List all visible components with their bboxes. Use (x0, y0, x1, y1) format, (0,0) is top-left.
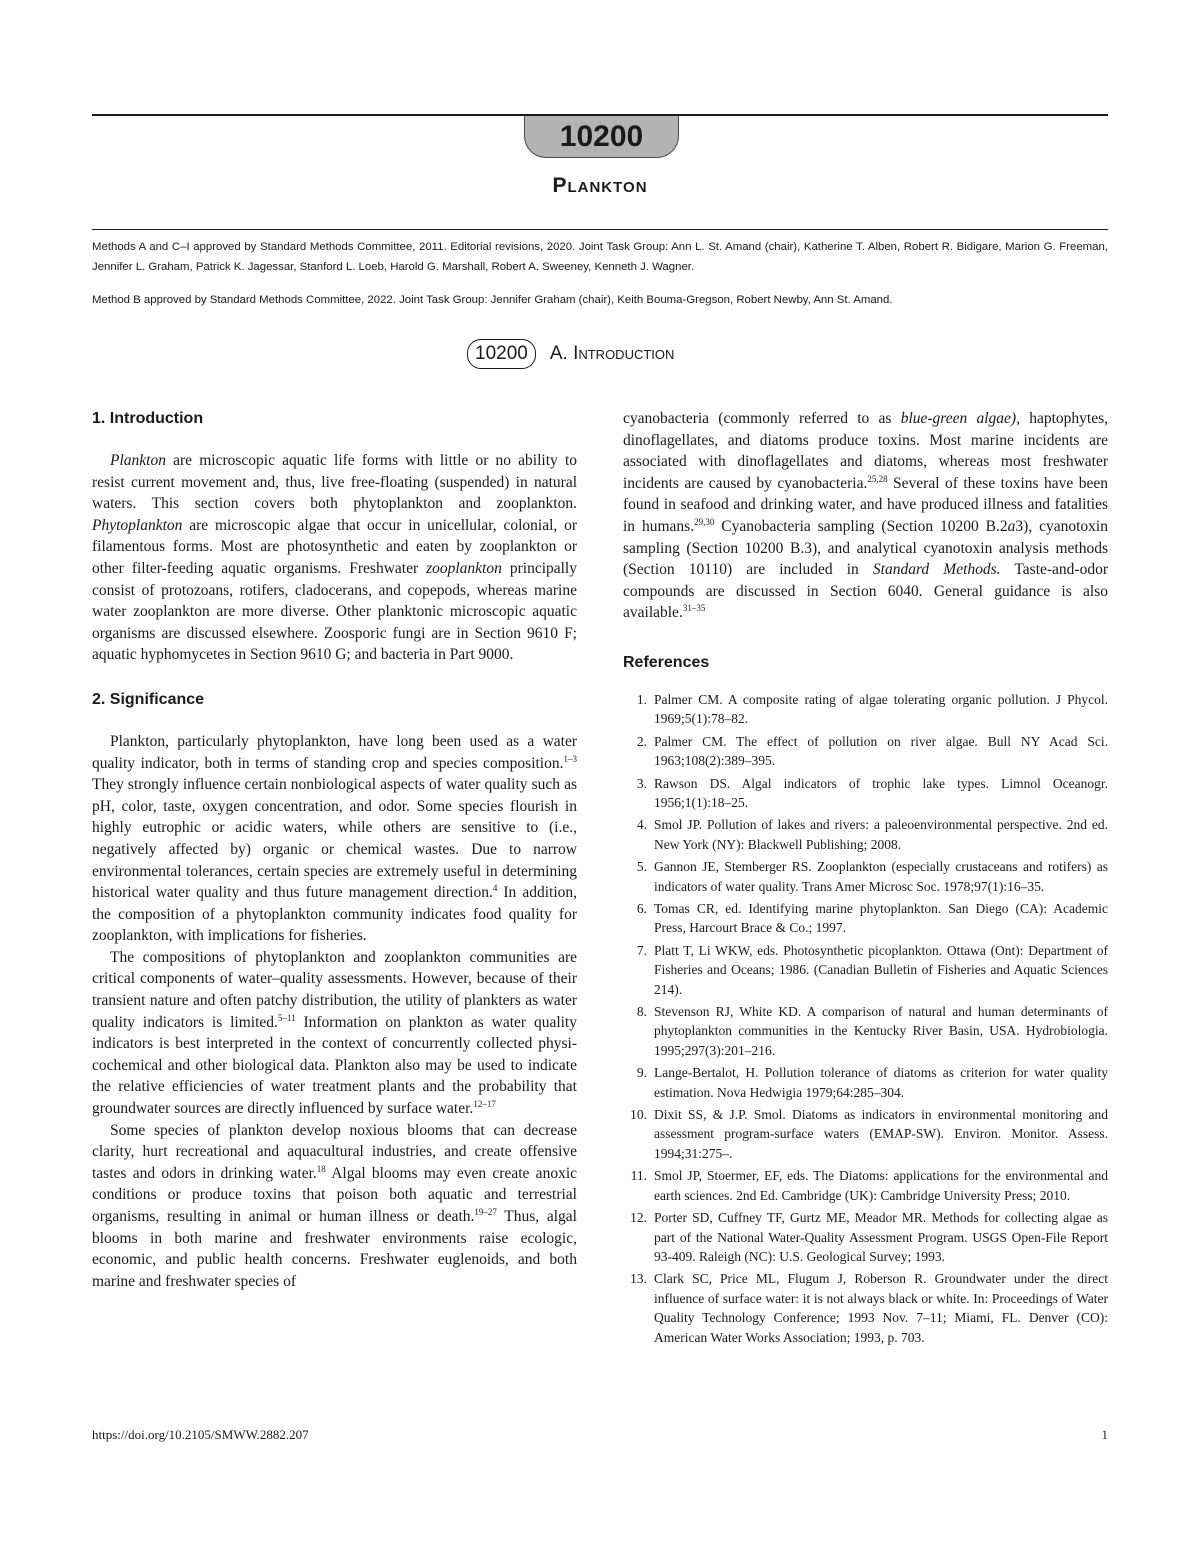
intro-heading: 1. Introduction (92, 410, 204, 427)
reference-number: 2. (636, 733, 647, 749)
intro-paragraph (92, 450, 577, 666)
page-number: 1 (1101, 1427, 1108, 1442)
left-column (92, 408, 577, 1292)
significance-heading: 2. Significance (92, 690, 205, 708)
citation-superscript: 1–3 (563, 753, 577, 764)
reference-text: Lange-Bertalot, H. Pollution tolerance of diatoms as criterion for water quality estimation. Nova Hedwigia 1979;64:285–304. (654, 1065, 1108, 1100)
reference-number: 12. (630, 1210, 647, 1226)
text-run: They strongly influence certain nonbiological aspects of water quality such as pH, color, taste, oxygen concentration, and odor. Some species flourish in highly eutrophic or acidic waters, while others are sensitive to (i.e., negatively affected by) organic or chemical wastes. Due to narrow environmental tolerances, certain species are extremely useful in determining historical water quality and thus future management direction. (92, 776, 577, 902)
reference-text: Palmer CM. A composite rating of algae tolerating organic pollution. J Phycol. 1969;5(1):78–82. (654, 691, 1108, 727)
reference-number: 5. (636, 859, 647, 875)
text-run: principally consist of protozoans, rotifers, cladocerans, and copepods, whereas marine water zooplankton are more diverse. Other planktonic microscopic aquatic organisms are discussed elsewhere. Zoosporic fungi are in Section 9610 F; aquatic hyphomycetes in Section 9610 G; and bacteria in Part 9000. (92, 559, 577, 664)
approval-note-2: Method B approved by Standard Methods Committee, 2022. Joint Task Group: Jennifer Graham (chair), Keith Bouma-Gregson, Robert Newby, Ann St. Amand. (92, 294, 893, 306)
reference-item (623, 1063, 1108, 1102)
citation-superscript: 18 (316, 1163, 326, 1174)
term-blue-green-algae: blue-green algae), (900, 410, 1020, 427)
part-title: A. Introduction (549, 343, 675, 364)
reference-text: Stevenson RJ, White KD. A comparison of natural and human determinants of phytoplankton communities in the Kentucky River Basin, USA. Hydrobiologia. 1995;297(3):201–216. (654, 1004, 1108, 1058)
reference-item (623, 1002, 1108, 1060)
reference-item (623, 774, 1108, 813)
right-column (623, 408, 1108, 1350)
citation-superscript: 19–27 (474, 1206, 497, 1217)
reference-number: 3. (636, 775, 647, 791)
doi-link[interactable]: https://doi.org/10.2105/SMWW.2882.207 (92, 1427, 309, 1442)
text-run: are microscopic algae that occur in unicellular, colonial, or filamentous forms. Most are photosynthetic and eaten by zooplankton or other filter-feeding aquatic organisms. Freshwater (92, 516, 577, 577)
reference-number: 1. (636, 691, 647, 707)
reference-number: 4. (636, 817, 647, 833)
text-run: In addition, the composition of a phytoplankton community indicates food quality for zooplankton, with implications for fisheries. (92, 884, 577, 945)
reference-text: Smol JP, Stoermer, EF, eds. The Diatoms: applications for the environmental and earth sciences. 2nd Ed. Cambridge (UK): Cambridge University Press; 2010. (654, 1168, 1108, 1203)
reference-text: Dixit SS, & J.P. Smol. Diatoms as indicators in environmental monitoring and assessment program-surface waters (EMAP-SW). Environ. Monitor. Assess. 1994;31:275–. (654, 1107, 1108, 1161)
reference-item (623, 1269, 1108, 1347)
significance-paragraph-2 (92, 947, 577, 1120)
term-plankton: Plankton (110, 452, 166, 469)
text-run: Information on plankton as water quality indicators is best interpreted in the context of concurrently collected physicochemical and other biological data. Plankton also may be used to indicate the relative efficiencies of water treatment plants and the probability that groundwater sources are directly influenced by surface water. (92, 1013, 577, 1118)
citation-superscript: 5–11 (277, 1012, 296, 1023)
citation-superscript: 4 (492, 882, 498, 893)
reference-item (623, 732, 1108, 771)
reference-item (623, 690, 1108, 729)
term-phytoplankton: Phytoplankton (92, 516, 183, 534)
significance-paragraph-1 (92, 731, 577, 947)
text-run: Plankton, particularly phytoplankton, have long been used as a water quality indicator, both in terms of standing crop and species composition. (92, 732, 577, 772)
reference-item (623, 857, 1108, 896)
reference-item (623, 1208, 1108, 1266)
reference-number: 13. (630, 1271, 647, 1287)
text-run: Algal blooms may even create anoxic conditions or produce toxins that poison both aquatic and terrestrial organisms, resulting in animal or human illness or death. (92, 1164, 578, 1225)
reference-number: 10. (630, 1107, 647, 1123)
reference-list (623, 690, 1108, 1347)
citation-superscript: 25,28 (867, 473, 888, 484)
part-number-badge: 10200 (467, 339, 536, 369)
references-heading: References (623, 653, 710, 671)
text-run-italic: a (1007, 517, 1016, 535)
reference-number: 9. (636, 1065, 647, 1081)
text-run: are microscopic aquatic life forms with little or no ability to resist current movement and, thus, live free-floating (suspended) in natural waters. This section covers both phytoplankton and zooplankton. (92, 452, 577, 513)
text-run: cyanobacteria (commonly referred to as (623, 410, 901, 427)
reference-text: Smol JP. Pollution of lakes and rivers: a paleoenvironmental perspective. 2nd ed. New York (NY): Blackwell Publishing; 2008. (654, 817, 1108, 852)
title-rule (92, 229, 1108, 230)
text-run: Several of these toxins have been found in seafood and drinking water, and have produced illness and fatalities in humans. (623, 474, 1108, 535)
text-run: Thus, algal blooms in both marine and freshwater environments raise ecologic, economic, and public health concerns. Freshwater euglenoids, and both marine and freshwater species of (92, 1208, 577, 1290)
reference-text: Tomas CR, ed. Identifying marine phytoplankton. San Diego (CA): Academic Press, Harcourt Brace & Co.; 1997. (654, 901, 1108, 936)
text-run: The compositions of phytoplankton and zooplankton communities are critical components of water–quality assessments. However, because of their transient nature and often patchy distribution, the utility of plankters as water quality indicators is limited. (92, 948, 577, 1031)
section-number-badge: 10200 (524, 116, 679, 158)
term-standard-methods: Standard Methods. (872, 561, 1001, 579)
reference-text: Gannon JE, Stemberger RS. Zooplankton (especially crustaceans and rotifers) as indicators of water quality. Trans Amer Microsc Soc. 1978;97(1):16–35. (654, 859, 1108, 894)
reference-number: 7. (636, 942, 647, 958)
reference-item (623, 899, 1108, 938)
reference-item (623, 1166, 1108, 1205)
reference-item (623, 941, 1108, 999)
reference-text: Palmer CM. The effect of pollution on river algae. Bull NY Acad Sci. 1963;108(2):389–395. (654, 733, 1108, 769)
reference-text: Porter SD, Cuffney TF, Gurtz ME, Meador MR. Methods for collecting algae as part of the National Water-Quality Assessment Program. USGS Open-File Report 93-409. Raleigh (NC): U.S. Geological Survey; 1993. (654, 1210, 1108, 1264)
part-heading (467, 339, 674, 369)
reference-number: 11. (630, 1168, 647, 1184)
citation-superscript: 29,30 (694, 516, 715, 527)
text-run: 3), cyanotoxin sampling (Section 10200 B.3), and analytical cyanotoxin analysis methods (Section 10110) are included in (623, 517, 1108, 579)
citation-superscript: 12–17 (473, 1098, 496, 1109)
significance-continuation (623, 408, 1108, 624)
reference-number: 6. (636, 901, 647, 916)
text-run: haptophytes, dinoflagellates, and diatoms produce toxins. Most marine incidents are associated with dinoflagellates and diatoms, whereas most freshwater incidents are caused by cyanobacteria. (623, 410, 1108, 492)
term-zooplankton: zooplankton (426, 559, 502, 577)
document-title: Plankton (552, 174, 648, 197)
text-run: Some species of plankton develop noxious blooms that can decrease clarity, hurt recreational and aquacultural industries, and create offensive tastes and odors in drinking water. (92, 1121, 577, 1182)
significance-paragraph-3 (92, 1120, 577, 1293)
citation-superscript: 31–35 (682, 603, 706, 614)
reference-text: Platt T, Li WKW, eds. Photosynthetic picoplankton. Ottawa (Ont): Department of Fisheries and Oceans; 1986. (Canadian Bulletin of Fisheries and Aquatic Sciences 214). (654, 942, 1108, 997)
reference-item (623, 815, 1108, 854)
text-run: Cyanobacteria sampling (Section 10200 B.2 (714, 517, 1008, 535)
reference-number: 8. (636, 1004, 647, 1020)
reference-text: Clark SC, Price ML, Flugum J, Roberson R. Groundwater under the direct influence of surface water: it is not always black or white. In: Proceedings of Water Quality Technology Conference; 1993 Nov. 7–11; Miami, FL. Denver (CO): American Water Works Association; 1993, p. 703. (654, 1271, 1108, 1345)
reference-text: Rawson DS. Algal indicators of trophic lake types. Limnol Oceanogr. 1956;1(1):18–25. (654, 775, 1108, 810)
reference-item (623, 1105, 1108, 1163)
text-run: Taste-and-odor compounds are discussed in Section 6040. General guidance is also available. (623, 561, 1108, 622)
approval-note-1: Methods A and C–I approved by Standard Methods Committee, 2011. Editorial revisions, 2020. Joint Task Group: Ann L. St. Amand (chair), Katherine T. Alben, Robert R. Bidigare, Marion G. Freeman, Jennifer L. Graham, Patrick K. Jagessar, Stanford L. Loeb, Harold G. Marshall, Robert A. Sweeney, Kenneth J. Wagner. (92, 241, 1108, 273)
